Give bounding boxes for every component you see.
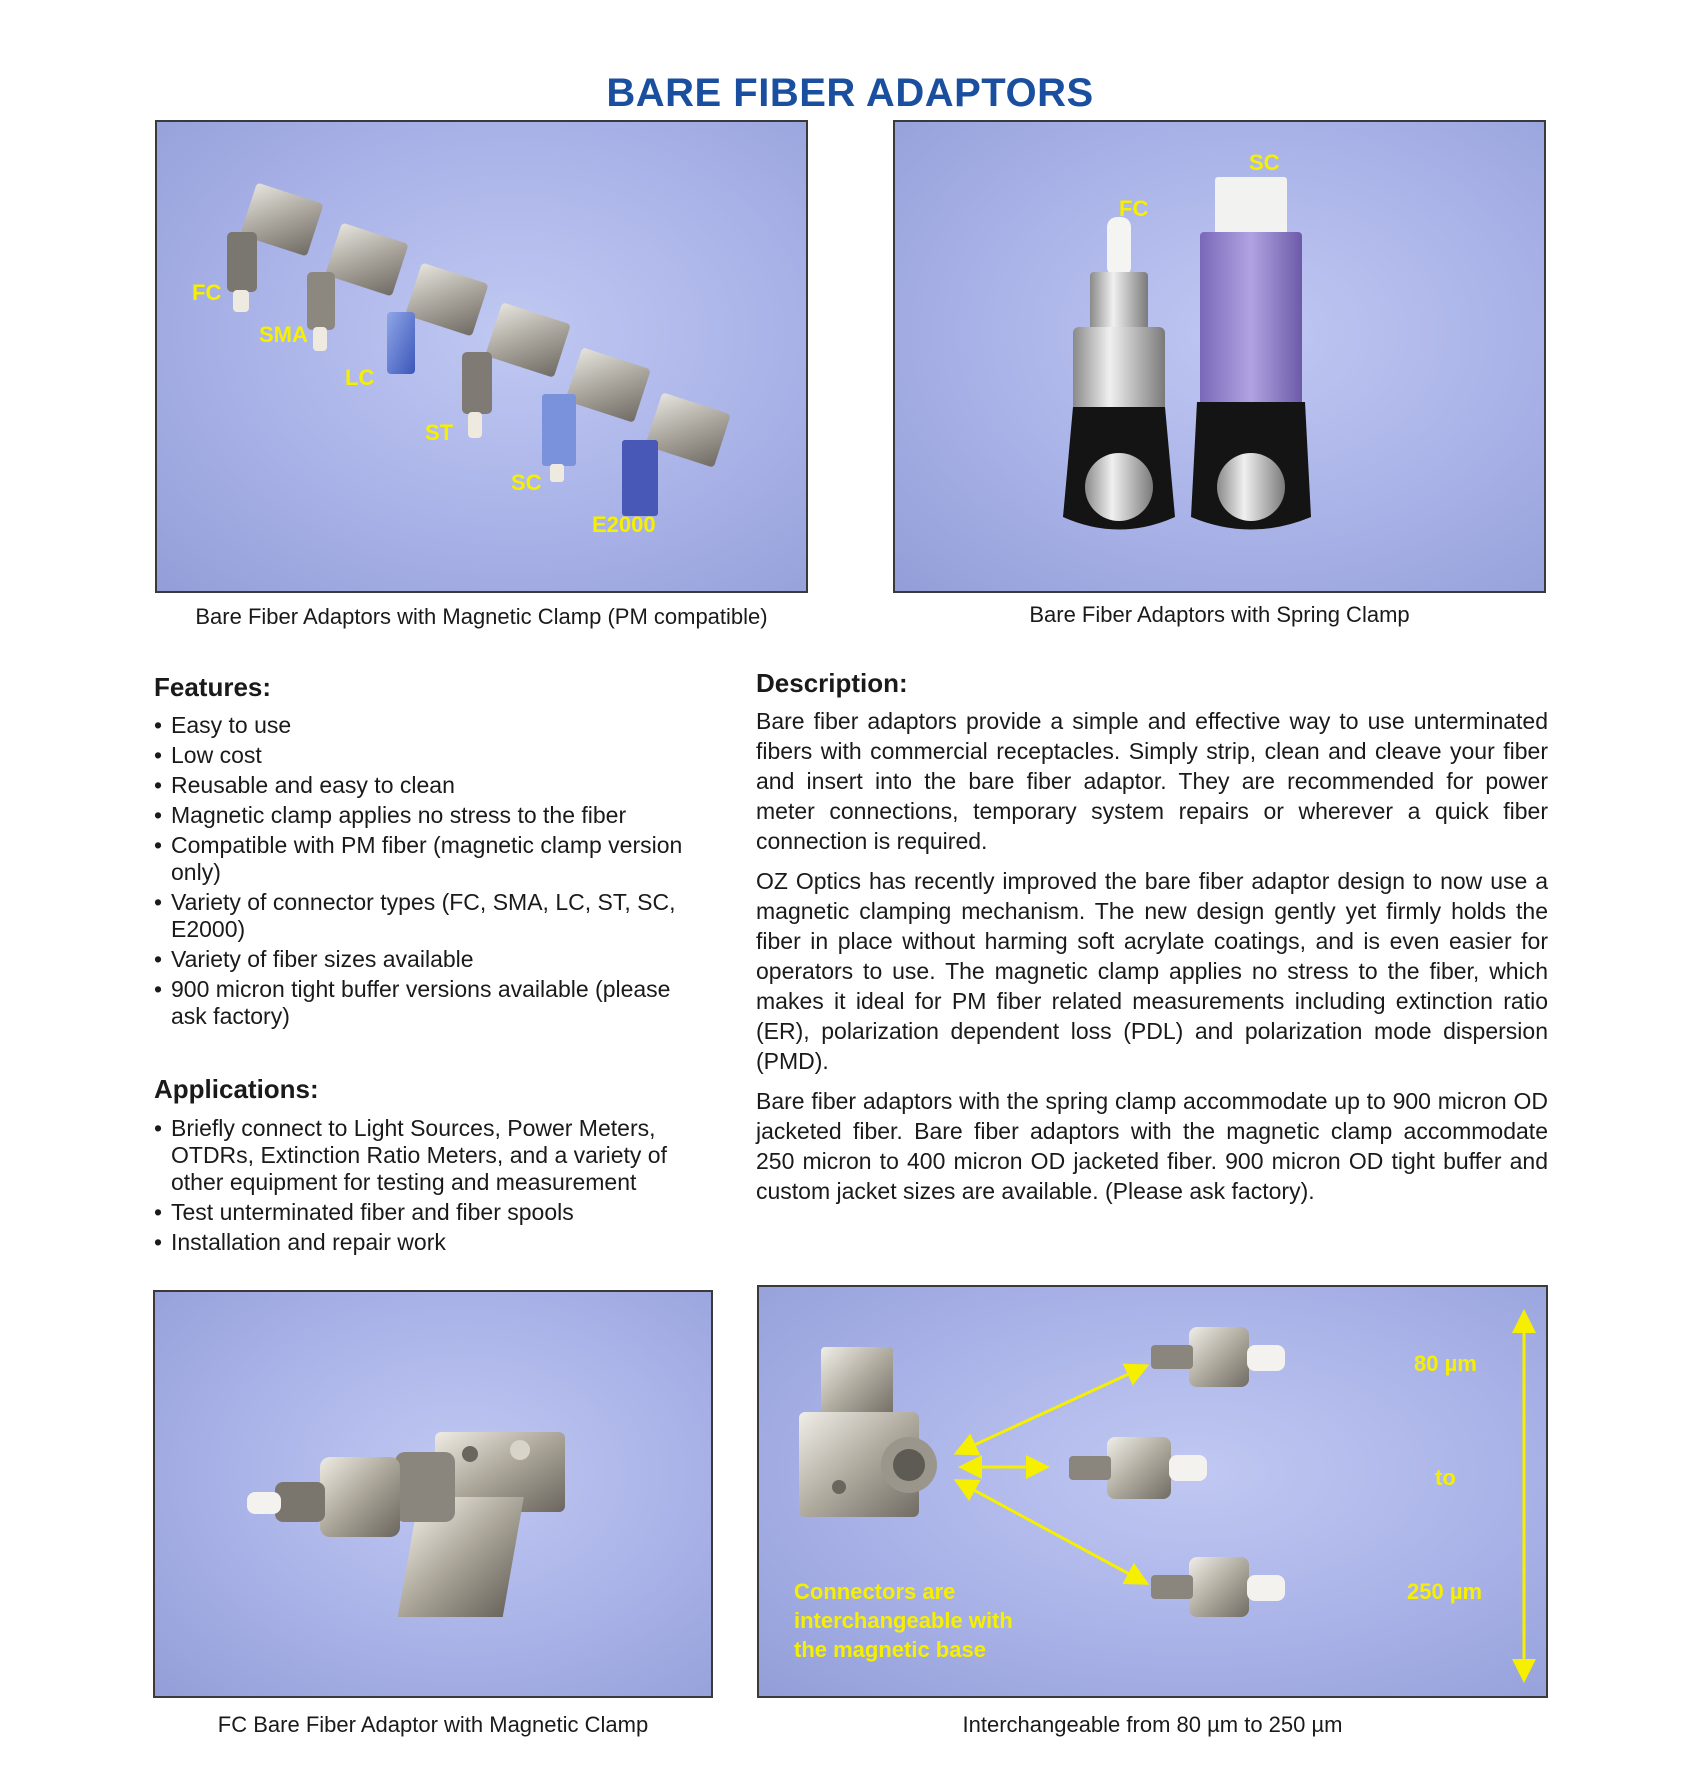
size-250um-label: 250 µm bbox=[1407, 1579, 1483, 1604]
fc-adaptor-caption: FC Bare Fiber Adaptor with Magnetic Clamp bbox=[217, 1712, 649, 1737]
list-item: • 900 micron tight buffer versions available (please ask factory) bbox=[154, 976, 694, 1030]
label-st: ST bbox=[425, 420, 454, 445]
size-80um-label: 80 µm bbox=[1414, 1351, 1477, 1376]
description-paragraph: Bare fiber adaptors with the spring clamp accommodate up to 900 micron OD jacketed fiber. Bare fiber adaptors with the magnetic clamp accommodate 250 micron to 400 micron OD jacketed fiber. 900 micron OD tight buffer and custom jacket sizes are available. (Please ask factory). bbox=[756, 1088, 1548, 1204]
fc-adaptor-illustration bbox=[155, 1292, 711, 1696]
label-sma: SMA bbox=[259, 322, 308, 347]
features-heading: Features: bbox=[154, 672, 272, 702]
spring-clamp-caption: Bare Fiber Adaptors with Spring Clamp bbox=[1029, 602, 1410, 627]
label-sc: SC bbox=[511, 470, 542, 495]
label-lc: LC bbox=[345, 365, 375, 390]
label-e2000: E2000 bbox=[592, 512, 656, 537]
page-title: BARE FIBER ADAPTORS bbox=[606, 70, 1094, 115]
label-spring-fc: FC bbox=[1119, 196, 1149, 221]
list-item: • Reusable and easy to clean bbox=[154, 772, 694, 799]
sc-spring-adaptor-shape bbox=[1191, 177, 1311, 530]
applications-heading: Applications: bbox=[154, 1074, 319, 1104]
magnetic-clamp-photo bbox=[155, 120, 808, 593]
connector-80um-shape bbox=[1151, 1327, 1285, 1387]
description-paragraph: OZ Optics has recently improved the bare fiber adaptor design to now use a magnetic clamping mechanism. The new design gently yet firmly holds the fiber in place without harming soft acrylate coatings, and is even easier for operators to use. The magnetic clamp applies no stress to the fiber, which makes it ideal for PM fiber related measurements including extinction ratio (ER), polarization dependent loss (PDL) and polarization mode dispersion (PMD). bbox=[756, 868, 1548, 1074]
spring-clamp-adaptors-illustration bbox=[895, 122, 1544, 591]
interchange-note bbox=[794, 1577, 1013, 1664]
magnetic-clamp-adaptors-illustration bbox=[157, 122, 806, 591]
list-item: • Test unterminated fiber and fiber spools bbox=[154, 1199, 719, 1226]
list-item: • Briefly connect to Light Sources, Power Meters, OTDRs, Extinction Ratio Meters, and a variety of other equipment for testing and measurement bbox=[154, 1115, 719, 1196]
label-fc: FC bbox=[192, 280, 222, 305]
list-item: • Easy to use bbox=[154, 712, 694, 739]
list-item: • Low cost bbox=[154, 742, 694, 769]
list-item: • Variety of fiber sizes available bbox=[154, 946, 694, 973]
fc-spring-adaptor-shape bbox=[1063, 217, 1175, 530]
label-spring-sc: SC bbox=[1249, 150, 1280, 175]
list-item: • Installation and repair work bbox=[154, 1229, 719, 1256]
list-item: • Magnetic clamp applies no stress to the fiber bbox=[154, 802, 694, 829]
description-body bbox=[756, 706, 1548, 1216]
size-to-label: to bbox=[1435, 1465, 1456, 1490]
fc-adaptor-photo bbox=[153, 1290, 713, 1698]
interchange-note-line: interchangeable with bbox=[794, 1608, 1013, 1633]
magnetic-clamp-caption: Bare Fiber Adaptors with Magnetic Clamp (PM compatible) bbox=[195, 604, 768, 629]
interchange-note-line: Connectors are bbox=[794, 1579, 956, 1604]
applications-list bbox=[154, 1115, 719, 1259]
description-heading: Description: bbox=[756, 668, 908, 698]
e2000-adaptor-shape bbox=[622, 392, 731, 516]
magnetic-base-shape bbox=[799, 1347, 937, 1517]
interchangeable-photo bbox=[757, 1285, 1548, 1698]
interchange-note-line: the magnetic base bbox=[794, 1637, 986, 1662]
spring-clamp-photo bbox=[893, 120, 1546, 593]
description-paragraph: Bare fiber adaptors provide a simple and effective way to use unterminated fibers with commercial receptacles. Simply strip, clean and cleave your fiber and insert into the bare fiber adaptor. They are recommended for power meter connections, temporary system repairs or wherever a quick fiber connection is required. bbox=[756, 708, 1548, 854]
connector-250um-shape bbox=[1151, 1557, 1285, 1617]
list-item: • Compatible with PM fiber (magnetic clamp version only) bbox=[154, 832, 694, 886]
interchangeable-caption: Interchangeable from 80 µm to 250 µm bbox=[962, 1712, 1343, 1737]
features-list bbox=[154, 712, 694, 1033]
list-item: • Variety of connector types (FC, SMA, LC, ST, SC, E2000) bbox=[154, 889, 694, 943]
connector-mid-shape bbox=[1069, 1437, 1207, 1499]
